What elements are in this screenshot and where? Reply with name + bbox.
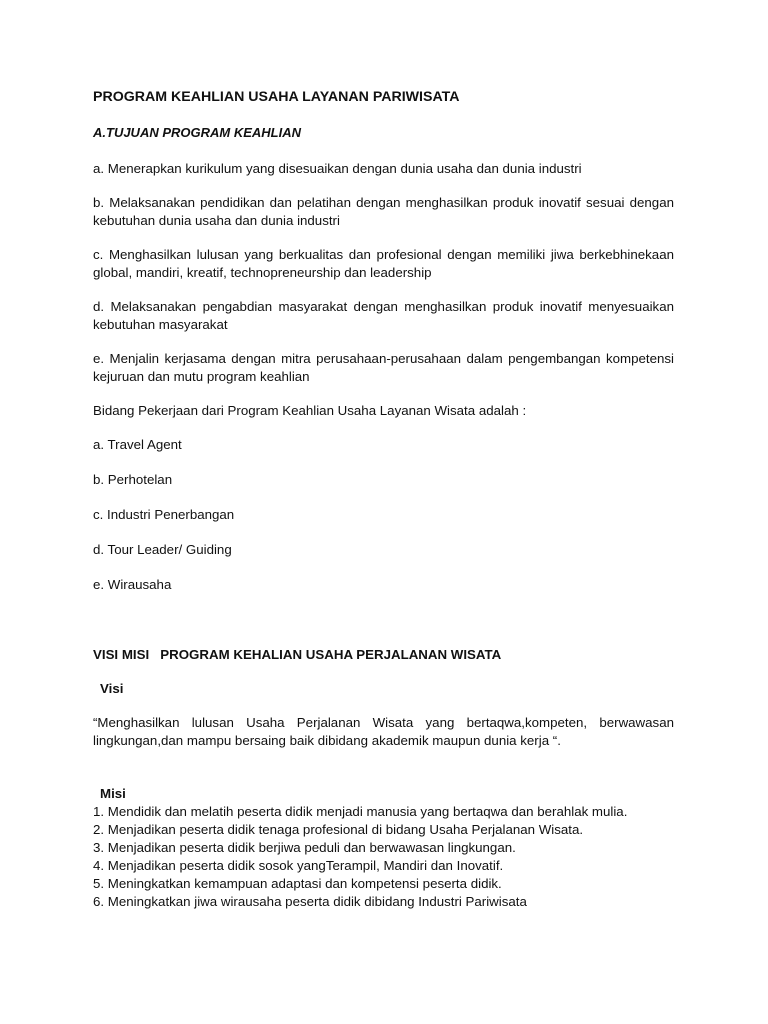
misi-label: Misi bbox=[100, 786, 126, 801]
bidang-intro: Bidang Pekerjaan dari Program Keahlian Usaha Layanan Wisata adalah : bbox=[93, 403, 527, 418]
bidang-item-d: d. Tour Leader/ Guiding bbox=[93, 542, 232, 557]
document-title: PROGRAM KEAHLIAN USAHA LAYANAN PARIWISATA bbox=[93, 89, 460, 105]
bidang-item-c: c. Industri Penerbangan bbox=[93, 507, 235, 522]
bidang-item-e: e. Wirausaha bbox=[93, 577, 172, 592]
bidang-item-a: a. Travel Agent bbox=[93, 437, 182, 452]
misi-item-3: 3. Menjadikan peserta didik berjiwa peduli dan berwawasan lingkungan. bbox=[93, 840, 516, 855]
misi-item-2: 2. Menjadikan peserta didik tenaga profesional di bidang Usaha Perjalanan Wisata. bbox=[93, 822, 584, 837]
tujuan-item-a: a. Menerapkan kurikulum yang disesuaikan dengan dunia usaha dan dunia industri bbox=[93, 161, 582, 176]
bidang-item-b: b. Perhotelan bbox=[93, 472, 173, 487]
visi-label: Visi bbox=[100, 681, 124, 696]
misi-item-5: 5. Meningkatkan kemampuan adaptasi dan kompetensi peserta didik. bbox=[93, 876, 502, 891]
visi-misi-heading: VISI MISI PROGRAM KEHALIAN USAHA PERJALANAN WISATA bbox=[93, 647, 502, 662]
tujuan-item-b: b. Melaksanakan pendidikan dan pelatihan dengan menghasilkan produk inovatif sesuai dengan kebutuhan dunia usaha dan dunia industri bbox=[93, 195, 674, 228]
section-a-heading: A.TUJUAN PROGRAM KEAHLIAN bbox=[93, 125, 301, 140]
tujuan-item-c: c. Menghasilkan lulusan yang berkualitas dan profesional dengan memiliki jiwa berkebhinekaan global, mandiri, kreatif, technopreneurship dan leadership bbox=[93, 247, 674, 280]
misi-item-4: 4. Menjadikan peserta didik sosok yangTerampil, Mandiri dan Inovatif. bbox=[93, 858, 504, 873]
visi-text: “Menghasilkan lulusan Usaha Perjalanan Wisata yang bertaqwa,kompeten, berwawasan lingkungan,dan mampu bersaing baik dibidang akademik maupun dunia kerja “. bbox=[93, 715, 674, 748]
document-content bbox=[93, 88, 674, 911]
tujuan-item-d: d. Melaksanakan pengabdian masyarakat dengan menghasilkan produk inovatif menyesuaikan kebutuhan masyarakat bbox=[93, 299, 674, 332]
misi-item-1: 1. Mendidik dan melatih peserta didik menjadi manusia yang bertaqwa dan berahlak mulia. bbox=[93, 804, 628, 819]
tujuan-item-e: e. Menjalin kerjasama dengan mitra perusahaan-perusahaan dalam pengembangan kompetensi kejuruan dan mutu program keahlian bbox=[93, 351, 674, 384]
misi-item-6: 6. Meningkatkan jiwa wirausaha peserta didik dibidang Industri Pariwisata bbox=[93, 894, 527, 909]
